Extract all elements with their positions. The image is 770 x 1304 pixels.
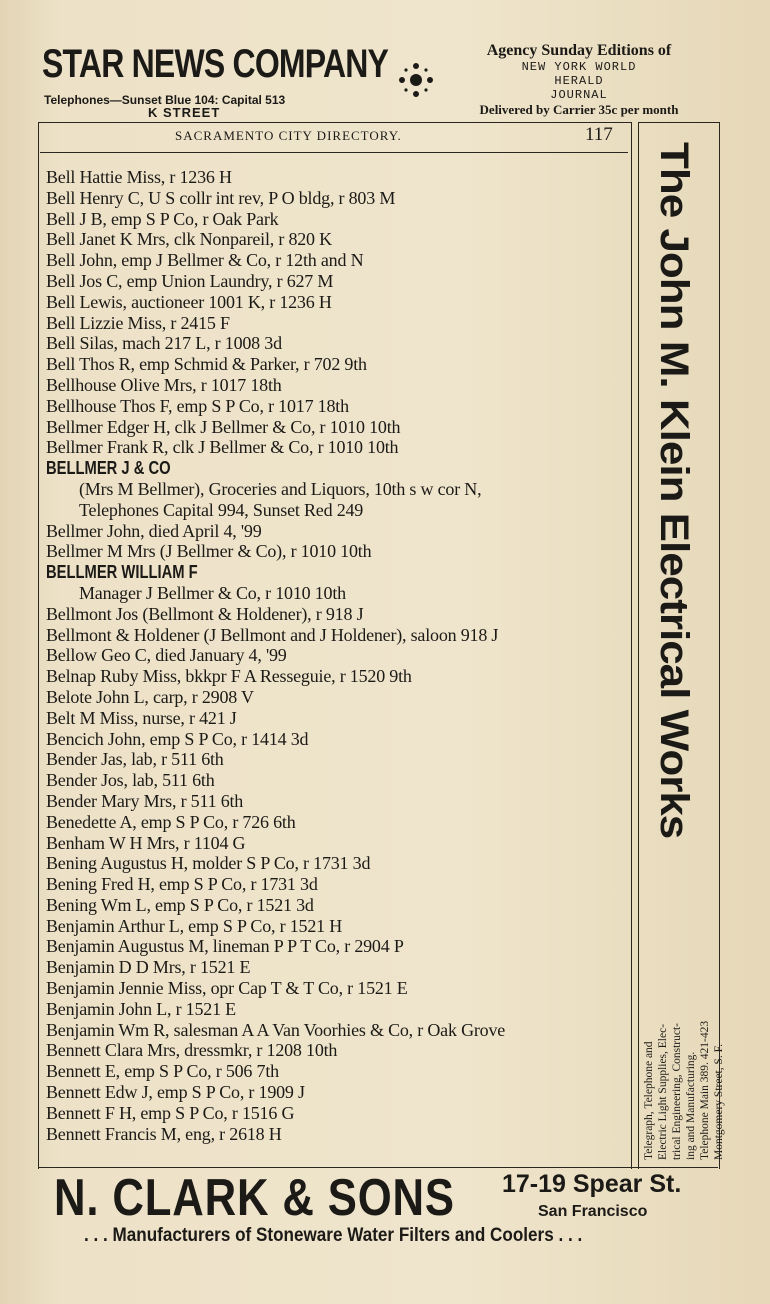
- directory-entry: Bell Janet K Mrs, clk Nonpareil, r 820 K: [46, 229, 332, 250]
- star-news-telephones: Telephones—Sunset Blue 104: Capital 513: [44, 93, 286, 107]
- directory-entry: Bellmont & Holdener (J Bellmont and J Holdener), saloon 918 J: [46, 624, 499, 645]
- klein-services-line: Montgomery Street, S. F.: [713, 1044, 725, 1160]
- header-divider: [40, 152, 628, 153]
- klein-services-line: Telegraph, Telephone and: [643, 1041, 655, 1160]
- klein-services-line: ing and Manufacturing.: [685, 1051, 697, 1160]
- directory-entry: Bellmer John, died April 4, '99: [46, 520, 262, 541]
- klein-services-line: Electric Light Supplies, Elec-: [657, 1023, 669, 1160]
- paper-name: JOURNAL: [550, 88, 608, 102]
- directory-entry: Bening Wm L, emp S P Co, r 1521 3d: [46, 894, 314, 915]
- directory-entry: Bell John, emp J Bellmer & Co, r 12th and N: [46, 250, 364, 271]
- klein-services-line: trical Engineering, Construct-: [671, 1022, 683, 1160]
- star-news-street: K STREET: [148, 105, 221, 120]
- clark-sons-tagline: . . . Manufacturers of Stoneware Water Filters and Coolers . . .: [84, 1225, 583, 1246]
- clark-sons-city: San Francisco: [538, 1203, 648, 1220]
- star-news-company-name: STAR NEWS COMPANY: [42, 42, 389, 86]
- directory-listings: [46, 167, 634, 1144]
- directory-entry: Bell Lizzie Miss, r 2415 F: [46, 312, 230, 333]
- directory-entry: Benham W H Mrs, r 1104 G: [46, 832, 246, 853]
- directory-entry: Bell J B, emp S P Co, r Oak Park: [46, 208, 279, 229]
- directory-entry: Bencich John, emp S P Co, r 1414 3d: [46, 728, 309, 749]
- directory-entry: Bening Augustus H, molder S P Co, r 1731 3d: [46, 853, 371, 874]
- directory-entry: Belote John L, carp, r 2908 V: [46, 686, 254, 707]
- directory-entry: Bell Lewis, auctioneer 1001 K, r 1236 H: [46, 291, 332, 312]
- paper-name: NEW YORK WORLD: [521, 60, 637, 74]
- directory-entry: Bennett Edw J, emp S P Co, r 1909 J: [46, 1082, 305, 1103]
- directory-entry: Bender Jas, lab, r 511 6th: [46, 749, 224, 770]
- directory-entry: Bellmer M Mrs (J Bellmer & Co), r 1010 10th: [46, 541, 372, 562]
- directory-entry: Bennett E, emp S P Co, r 506 7th: [46, 1061, 279, 1082]
- klein-services-line: Telephone Main 389. 421-423: [699, 1020, 711, 1160]
- business-heading: BELLMER J & CO: [46, 458, 171, 479]
- star-news-advertisement: [40, 38, 720, 122]
- business-heading: BELLMER WILLIAM F: [46, 562, 198, 583]
- directory-entry: Benjamin Wm R, salesman A A Van Voorhies & Co, r Oak Grove: [46, 1019, 506, 1040]
- agency-block: [444, 42, 714, 118]
- directory-entry: Bell Thos R, emp Schmid & Parker, r 702 9th: [46, 354, 367, 375]
- carrier-price: Delivered by Carrier 35c per month: [479, 102, 679, 117]
- klein-services-text: [642, 950, 725, 1160]
- directory-entry: Benedette A, emp S P Co, r 726 6th: [46, 811, 296, 832]
- directory-entry: Bellmer Edger H, clk J Bellmer & Co, r 1010 10th: [46, 416, 401, 437]
- clark-sons-address: 17-19 Spear St.: [502, 1170, 682, 1198]
- directory-entry: Benjamin Jennie Miss, opr Cap T & T Co, r 1521 E: [46, 978, 408, 999]
- directory-entry: Bender Jos, lab, 511 6th: [46, 770, 215, 791]
- directory-entry: Bellhouse Thos F, emp S P Co, r 1017 18th: [46, 395, 349, 416]
- directory-entry: Benjamin John L, r 1521 E: [46, 998, 236, 1019]
- ornament-icon: [396, 58, 436, 102]
- directory-entry: Belnap Ruby Miss, bkkpr F A Resseguie, r 1520 9th: [46, 666, 412, 687]
- directory-entry-continuation: (Mrs M Bellmer), Groceries and Liquors, 10th s w cor N,: [79, 478, 482, 499]
- directory-entry: Benjamin D D Mrs, r 1521 E: [46, 957, 251, 978]
- directory-entry: Belt M Miss, nurse, r 421 J: [46, 707, 237, 728]
- clark-sons-company-name: N. CLARK & SONS: [54, 1169, 455, 1227]
- directory-entry: Bellmer Frank R, clk J Bellmer & Co, r 1010 10th: [46, 437, 399, 458]
- running-head: SACRAMENTO CITY DIRECTORY.: [175, 128, 402, 143]
- directory-entry: Bennett Francis M, eng, r 2618 H: [46, 1123, 282, 1144]
- directory-entry: Bender Mary Mrs, r 511 6th: [46, 790, 244, 811]
- directory-entry: Bellmont Jos (Bellmont & Holdener), r 918 J: [46, 603, 364, 624]
- directory-entry-continuation: Manager J Bellmer & Co, r 1010 10th: [79, 582, 346, 603]
- directory-entry: Bellhouse Olive Mrs, r 1017 18th: [46, 374, 282, 395]
- directory-entry: Bellow Geo C, died January 4, '99: [46, 645, 287, 666]
- directory-entry: Bening Fred H, emp S P Co, r 1731 3d: [46, 874, 318, 895]
- directory-entry: Bell Jos C, emp Union Laundry, r 627 M: [46, 270, 334, 291]
- directory-entry: Bennett Clara Mrs, dressmkr, r 1208 10th: [46, 1040, 338, 1061]
- directory-entry: Bennett F H, emp S P Co, r 1516 G: [46, 1102, 295, 1123]
- directory-entry: Bell Silas, mach 217 L, r 1008 3d: [46, 333, 282, 354]
- paper-name: HERALD: [554, 74, 604, 88]
- page-number: 117: [585, 124, 613, 145]
- agency-line: Agency Sunday Editions of: [486, 42, 672, 59]
- directory-entry: Bell Hattie Miss, r 1236 H: [46, 167, 232, 187]
- directory-entry: Benjamin Augustus M, lineman P P T Co, r 2904 P: [46, 936, 404, 957]
- directory-entry: Benjamin Arthur L, emp S P Co, r 1521 H: [46, 915, 343, 936]
- directory-entry-continuation: Telephones Capital 994, Sunset Red 249: [79, 499, 364, 520]
- directory-entry: Bell Henry C, U S collr int rev, P O bldg, r 803 M: [46, 187, 396, 208]
- klein-electrical-works-title: The John M. Klein Electrical Works: [652, 142, 697, 839]
